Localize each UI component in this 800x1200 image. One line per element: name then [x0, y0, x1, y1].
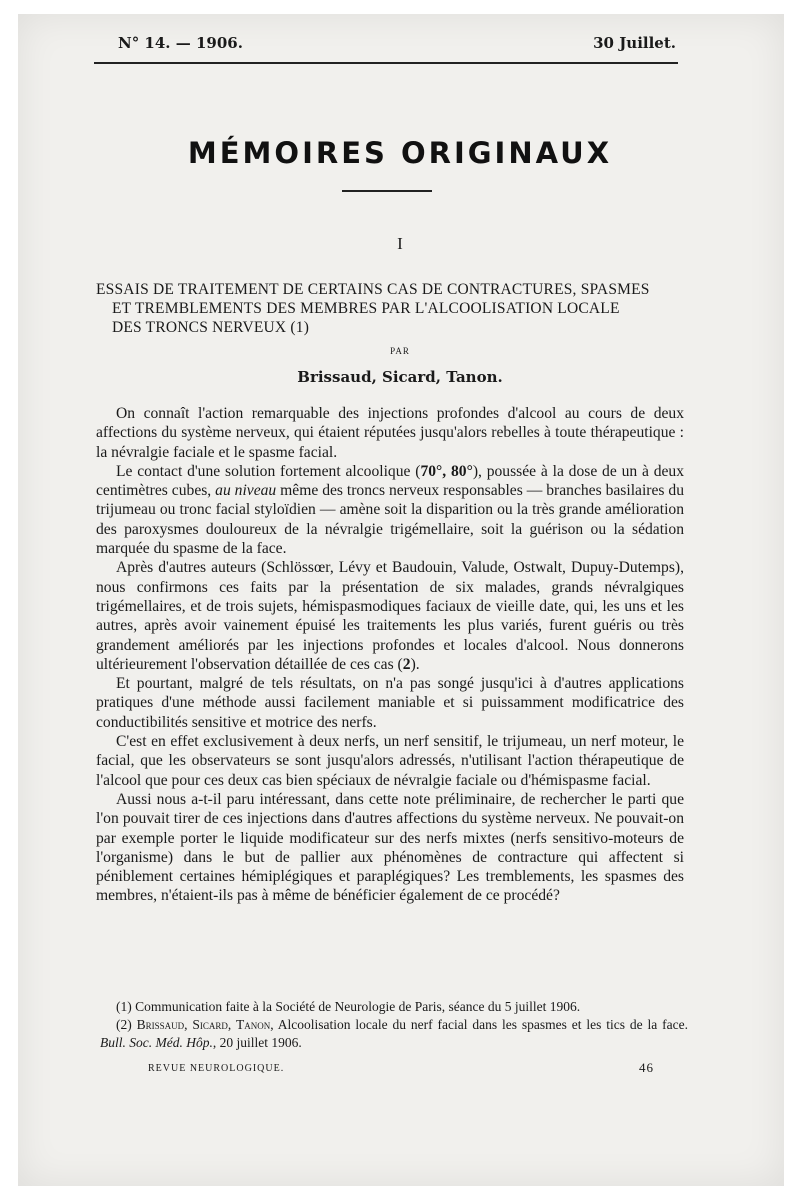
paragraph-2-text-c: même des troncs nerveux responsables — branches basilaires du trijumeau ou tronc facial styloïdien — amène soit la disparition ou la très grande amélioration des paroxysmes douloureux de la névralgie trigémellaire, soit la guérison ou la sédation marquée du spasme de la face. — [96, 482, 684, 558]
article-body — [96, 404, 684, 906]
paragraph-3-text-a: Après d'autres auteurs (Schlössœr, Lévy et Baudouin, Valude, Ostwalt, Dupuy-Dutemps), nous confirmons ces faits par la présentation de six malades, grands névralgiques trigémellaires, et de trois sujets, hémispasmodiques faciaux de vieille date, qui, les uns et les autres, après avoir vainement épuisé les traitements les plus variés, furent guéris ou très grandement améliorés par les injections profondes et locales d'alcool. Nous donnerons ultérieurement l'observation détaillée de ces cas ( — [96, 559, 684, 673]
paragraph-6: Aussi nous a-t-il paru intéressant, dans cette note préliminaire, de rechercher le parti que l'on pouvait tirer de ces injections dans d'autres affections du système nerveux. Ne pouvait-on par exemple porter le liquide modificateur sur des nerfs mixtes (nerfs sensitivo-moteurs de l'organisme) dans le but de pallier aux phénomènes de contracture qui affectent si péniblement certaines hémiplégiques et paraplégiques? Les tremblements, les spasmes des membres, n'étaient-ils pas à même de bénéficier également de ce procédé? — [96, 790, 684, 905]
issue-date: 30 Juillet. — [593, 34, 676, 52]
footnote-ref-2: 2 — [402, 655, 411, 673]
alcohol-degrees: 70°, 80° — [420, 462, 473, 480]
article-title-line-3: DES TRONCS NERVEUX (1) — [112, 319, 310, 336]
footnote-2-date: , 20 juillet 1906. — [212, 1035, 302, 1050]
footnote-2-authors: Brissaud, Sicard, Tanon, — [136, 1017, 274, 1032]
paragraph-3-text-b: ). — [410, 655, 420, 673]
footnote-1: (1) Communication faite à la Société de Neurologie de Paris, séance du 5 juillet 1906. — [116, 999, 581, 1014]
article-title — [96, 280, 682, 337]
footnote-2 — [100, 1016, 688, 1052]
paragraph-2 — [96, 462, 684, 558]
footnotes — [100, 998, 688, 1052]
emphasis-au-niveau: au niveau — [215, 482, 277, 500]
running-head — [96, 34, 676, 56]
footnote-2-text: Alcoolisation locale du nerf facial dans les spasmes et les tics de la face. — [273, 1017, 689, 1032]
article-number: I — [397, 234, 403, 253]
paragraph-1: On connaît l'action remarquable des injections profondes d'alcool au cours de deux affections du système nerveux, qui étaient réputées jusqu'alors rebelles à toute thérapeutique : la névralgie faciale et le spasme facial. — [96, 405, 684, 461]
header-rule — [94, 62, 678, 64]
paragraph-3 — [96, 558, 684, 674]
page-number: 46 — [639, 1060, 654, 1075]
paragraph-2-text-a: Le contact d'une solution fortement alcoolique ( — [116, 462, 421, 480]
authors: Brissaud, Sicard, Tanon. — [297, 368, 503, 386]
issue-number: N° 14. — 1906. — [118, 34, 243, 52]
section-heading: MÉMOIRES ORIGINAUX — [187, 136, 613, 170]
page-footer — [148, 1060, 654, 1080]
title-rule — [342, 190, 432, 192]
paragraph-4: Et pourtant, malgré de tels résultats, on n'a pas songé jusqu'ici à d'autres applications pratiques d'une méthode aussi facilement maniable et si puissamment modificatrice des conductibilités sensitive et motrice des nerfs. — [96, 675, 684, 731]
article-title-line-2: ET TREMBLEMENTS DES MEMBRES PAR L'ALCOOLISATION LOCALE — [112, 300, 620, 317]
paragraph-2-text-b: ), poussée à la dose de un à deux centimètres cubes, — [96, 462, 685, 500]
footnote-2-number: (2) — [116, 1017, 137, 1032]
article-title-line-1: ESSAIS DE TRAITEMENT DE CERTAINS CAS DE CONTRACTURES, SPASMES — [96, 281, 650, 298]
paragraph-5: C'est en effet exclusivement à deux nerfs, un nerf sensitif, le trijumeau, un nerf moteur, le facial, que les observateurs se sont jusqu'alors adressés, n'utilisant l'action thérapeutique de l'alcool que pour ces deux cas bien spéciaux de névralgie faciale ou d'hémispasme facial. — [96, 733, 684, 789]
by-label: PAR — [390, 346, 410, 356]
footnote-2-journal: Bull. Soc. Méd. Hôp. — [100, 1035, 213, 1050]
journal-name: REVUE NEUROLOGIQUE. — [148, 1063, 285, 1074]
